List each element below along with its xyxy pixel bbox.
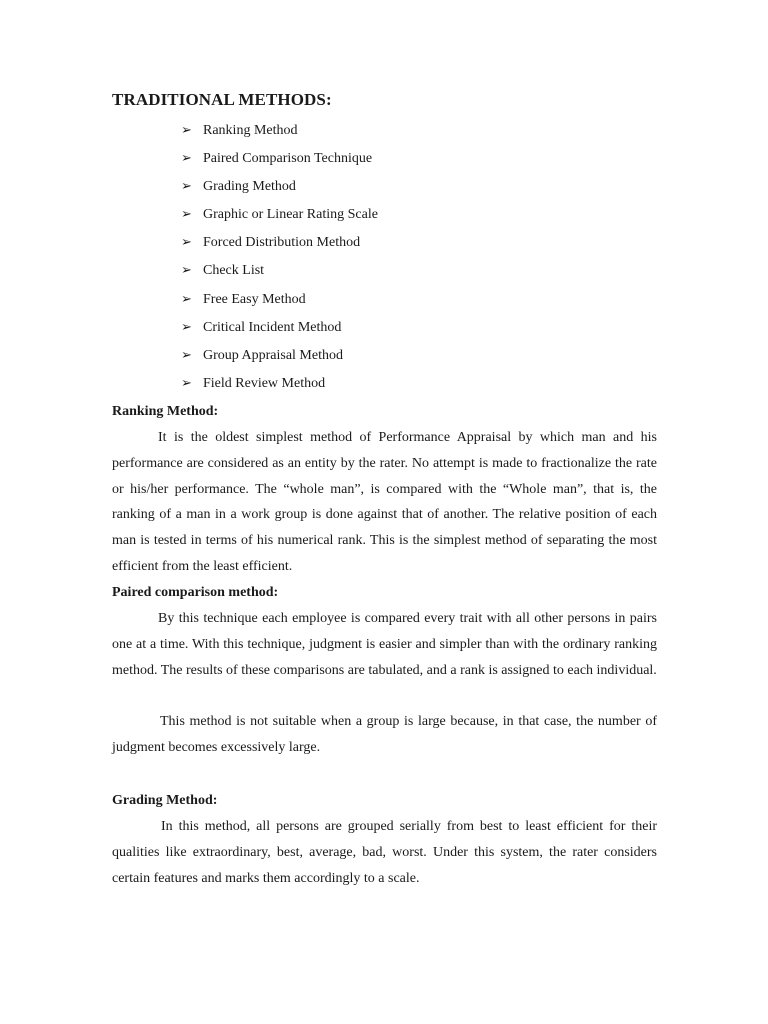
grading-method-paragraph: In this method, all persons are grouped serially from best to least efficient for their qualities like extraordinary, best, average, bad, worst. Under this system, the rater considers certain features and marks them accordingly to a scale. [112,819,657,886]
arrow-bullet-icon: ➢ [181,291,192,307]
arrow-bullet-icon: ➢ [181,263,192,279]
list-item-label: Critical Incident Method [203,319,342,335]
list-item-label: Group Appraisal Method [203,347,343,363]
methods-list [181,119,378,400]
list-item-label: Forced Distribution Method [203,235,361,251]
ranking-method-paragraph: It is the oldest simplest method of Performance Appraisal by which man and his performance are considered as an entity by the rater. No attempt is made to fractionalize the rate or his/her performance. The “whole man”, is compared with the “Whole man”, that is, the ranking of a man in a work group is done against that of another. The relative position of each man is tested in terms of his numerical rank. This is the simplest method of separating the most efficient from the least efficient. [112,430,657,574]
list-item [181,203,378,231]
list-item [181,372,378,400]
list-item [181,231,378,259]
list-item-label: Grading Method [203,179,296,195]
grading-method-heading: Grading Method: [112,793,218,808]
paired-comparison-paragraph-1: By this technique each employee is compared every trait with all other persons in pairs one at a time. With this technique, judgment is easier and simpler than with the ordinary ranking method. The results of these comparisons are tabulated, and a rank is assigned to each individual. [112,611,657,678]
list-item [181,259,378,287]
list-item-label: Check List [203,263,265,279]
list-item-label: Paired Comparison Technique [203,151,373,167]
main-heading: TRADITIONAL METHODS: [112,90,332,109]
arrow-bullet-icon: ➢ [181,151,192,167]
list-item [181,119,378,147]
arrow-bullet-icon: ➢ [181,179,192,195]
arrow-bullet-icon: ➢ [181,207,192,223]
arrow-bullet-icon: ➢ [181,319,192,335]
paired-comparison-paragraph-2: This method is not suitable when a group is large because, in that case, the number of judgment becomes excessively large. [112,714,657,755]
arrow-bullet-icon: ➢ [181,123,192,138]
list-item [181,147,378,175]
list-item-label: Graphic or Linear Rating Scale [203,207,378,223]
ranking-method-heading: Ranking Method: [112,404,219,419]
list-item [181,344,378,372]
list-item-label: Free Easy Method [203,291,306,307]
list-item-label: Ranking Method [203,123,298,138]
paired-comparison-heading: Paired comparison method: [112,585,279,600]
list-item [181,288,378,316]
list-item-label: Field Review Method [203,375,326,391]
arrow-bullet-icon: ➢ [181,235,192,251]
arrow-bullet-icon: ➢ [181,375,192,391]
list-item [181,316,378,344]
arrow-bullet-icon: ➢ [181,347,192,363]
list-item [181,175,378,203]
